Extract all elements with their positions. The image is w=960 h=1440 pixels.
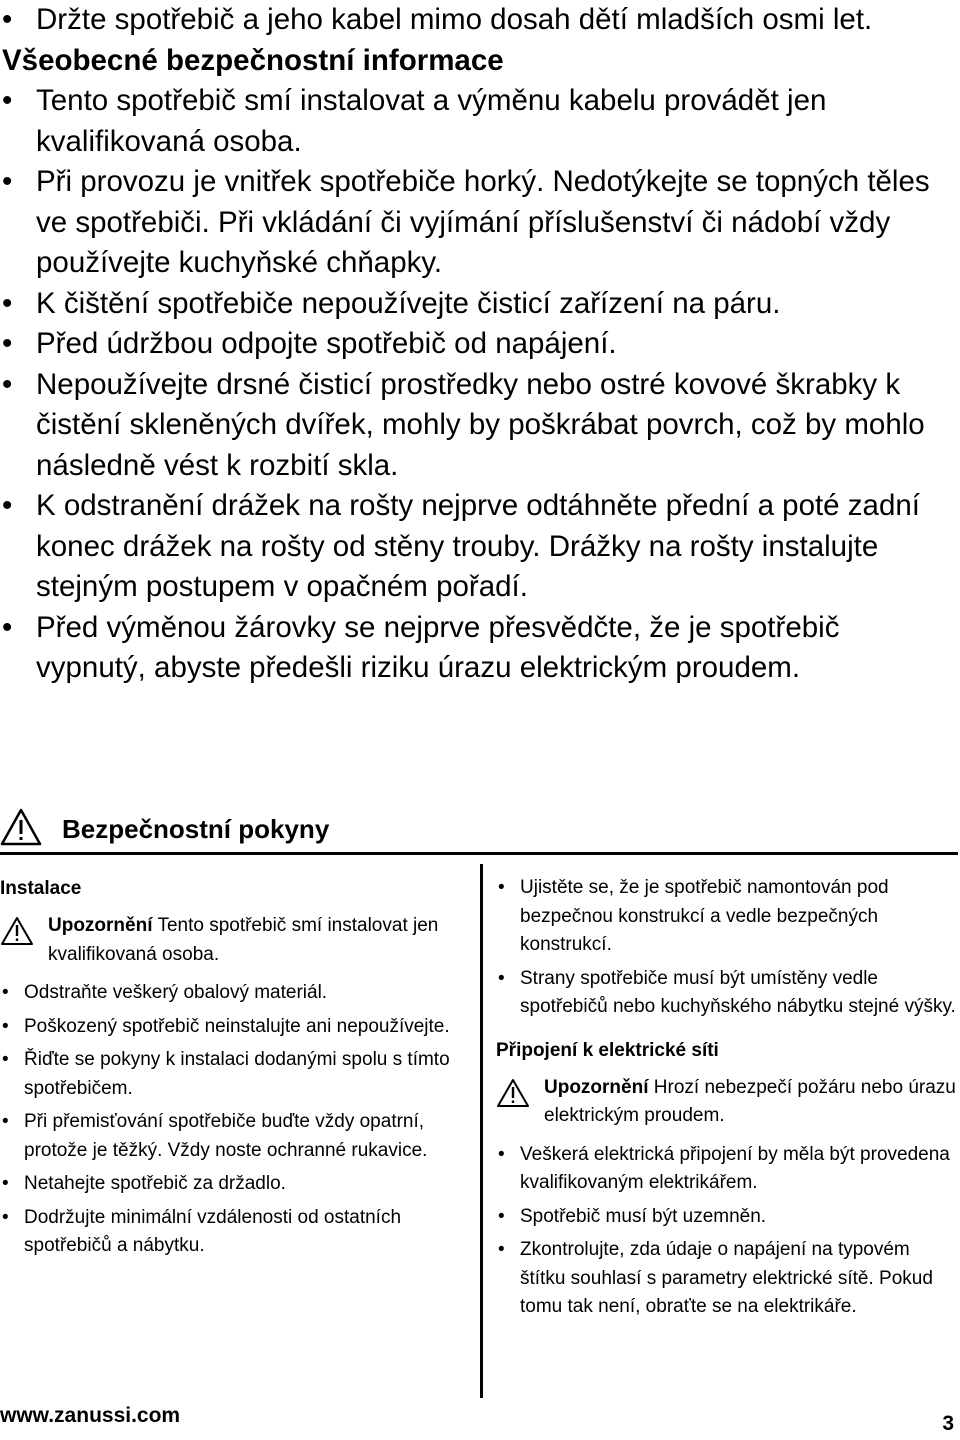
list-item: [0, 486, 950, 608]
electrical-heading: Připojení k elektrické síti: [496, 1039, 719, 1061]
list-item: [0, 1013, 470, 1042]
bullet-icon: •: [2, 1173, 9, 1194]
bullet-icon: •: [498, 877, 505, 898]
bullet-icon: •: [2, 1206, 9, 1228]
warning-text: Tento spotřebič smí instalovat jen kvalifikovaná osoba.: [48, 915, 439, 965]
list-item-text: Dodržujte minimální vzdálenosti od ostatních spotřebičů a nábytku.: [24, 1206, 402, 1256]
installation-warning: [0, 912, 470, 969]
list-item-text: Tento spotřebič smí instalovat a výměnu kabelu provádět jen kvalifikovaná osoba.: [36, 84, 827, 158]
warning-icon: [0, 916, 34, 946]
bullet-icon: •: [2, 327, 13, 360]
list-item: [496, 1236, 958, 1322]
installation-column: [0, 874, 470, 1266]
section-divider: [0, 852, 958, 855]
list-item-text: Poškozený spotřebič neinstalujte ani nepoužívejte.: [24, 1015, 450, 1037]
bullet-icon: •: [2, 165, 13, 198]
list-item-text: K čištění spotřebiče nepoužívejte čisticí zařízení na páru.: [36, 286, 781, 320]
list-item-text: Před údržbou odpojte spotřebič od napájení.: [36, 327, 617, 360]
list-item-text: K odstranění drážek na rošty nejprve odtáhněte přední a poté zadní konec drážek na rošty od stěny trouby. Drážky na rošty instalujte stejným postupem v opačném pořadí.: [36, 489, 920, 603]
warning-label: Upozornění: [544, 1076, 649, 1098]
bullet-icon: •: [498, 967, 505, 989]
list-item-text: Před výměnou žárovky se nejprve přesvědčte, že je spotřebič vypnutý, abyste předešli riziku úrazu elektrickým proudem.: [36, 610, 840, 684]
list-item: [0, 81, 950, 162]
bullet-icon: •: [2, 1049, 9, 1070]
list-item-text: Nepoužívejte drsné čisticí prostředky nebo ostré kovové škrabky k čistění skleněných dvířek, mohly by poškrábat povrch, což by mohlo následně vést k rozbití skla.: [36, 367, 925, 482]
list-item: [0, 0, 950, 41]
list-item-text: Veškerá elektrická připojení by měla být provedena kvalifikovaným elektrikářem.: [520, 1143, 950, 1193]
electrical-column: [496, 874, 958, 1327]
list-item: [0, 162, 950, 284]
bullet-icon: •: [2, 84, 13, 117]
list-item-text: Při provozu je vnitřek spotřebiče horký. Nedotýkejte se topných těles ve spotřebiči. Při vkládání či vyjímání příslušenství či nádobí vždy používejte kuchyňské chňapky.: [36, 165, 930, 279]
warning-icon: [496, 1078, 530, 1108]
warning-label: Upozornění: [48, 915, 153, 936]
list-item: [0, 365, 950, 487]
list-item-text: Při přemisťování spotřebiče buďte vždy opatrní, protože je těžký. Vždy noste ochranné rukavice.: [24, 1111, 428, 1161]
list-item-text: Netahejte spotřebič za držadlo.: [24, 1173, 286, 1194]
warning-text: Hrozí nebezpečí požáru nebo úrazu elektrickým proudem.: [544, 1076, 956, 1126]
list-item: [0, 608, 950, 689]
warning-icon: [0, 808, 42, 846]
bullet-icon: •: [2, 286, 13, 320]
bullet-icon: •: [2, 367, 13, 401]
bullet-icon: •: [2, 489, 13, 522]
electrical-warning: [496, 1074, 958, 1131]
bullet-icon: •: [498, 1205, 505, 1227]
safety-instructions-title: [0, 808, 958, 852]
bullet-icon: •: [2, 610, 13, 644]
list-item: [0, 1046, 470, 1103]
list-item: [496, 874, 958, 960]
list-item-text: Spotřebič musí být uzemněn.: [520, 1205, 767, 1227]
footer-url[interactable]: www.zanussi.com: [0, 1404, 181, 1427]
list-item-text: Řiďte se pokyny k instalaci dodanými spolu s tímto spotřebičem.: [24, 1049, 450, 1099]
list-item: [0, 284, 950, 325]
list-item: [496, 965, 958, 1022]
column-divider: [480, 864, 483, 1398]
list-item: [496, 1141, 958, 1198]
bullet-icon: •: [2, 982, 9, 1003]
list-item-text: Zkontrolujte, zda údaje o napájení na typovém štítku souhlasí s parametry elektrické sítě. Pokud tomu tak není, obraťte se na elektrikáře.: [520, 1239, 933, 1317]
list-item-text: Odstraňte veškerý obalový materiál.: [24, 982, 328, 1003]
bullet-icon: •: [2, 3, 13, 36]
list-item: [0, 1108, 470, 1165]
list-item: [0, 979, 470, 1008]
installation-heading: Instalace: [0, 878, 82, 899]
list-item-text: Ujistěte se, že je spotřebič namontován pod bezpečnou konstrukcí a vedle bezpečných konstrukcí.: [520, 877, 889, 955]
bullet-icon: •: [2, 1111, 9, 1132]
list-item: [0, 324, 950, 365]
list-item: [0, 1170, 470, 1199]
general-safety-section: [0, 0, 950, 689]
list-item: [0, 1204, 470, 1261]
list-item-text: Strany spotřebiče musí být umístěny vedle spotřebičů nebo kuchyňského nábytku stejné výšky.: [520, 967, 956, 1017]
section-title-text: Bezpečnostní pokyny: [62, 814, 330, 844]
bullet-icon: •: [2, 1015, 9, 1037]
page-number: 3: [942, 1412, 954, 1435]
general-safety-heading: Všeobecné bezpečnostní informace: [2, 43, 504, 77]
list-item-text: Držte spotřebič a jeho kabel mimo dosah dětí mladších osmi let.: [36, 3, 873, 36]
bullet-icon: •: [498, 1239, 505, 1260]
list-item: [496, 1203, 958, 1232]
bullet-icon: •: [498, 1143, 505, 1165]
